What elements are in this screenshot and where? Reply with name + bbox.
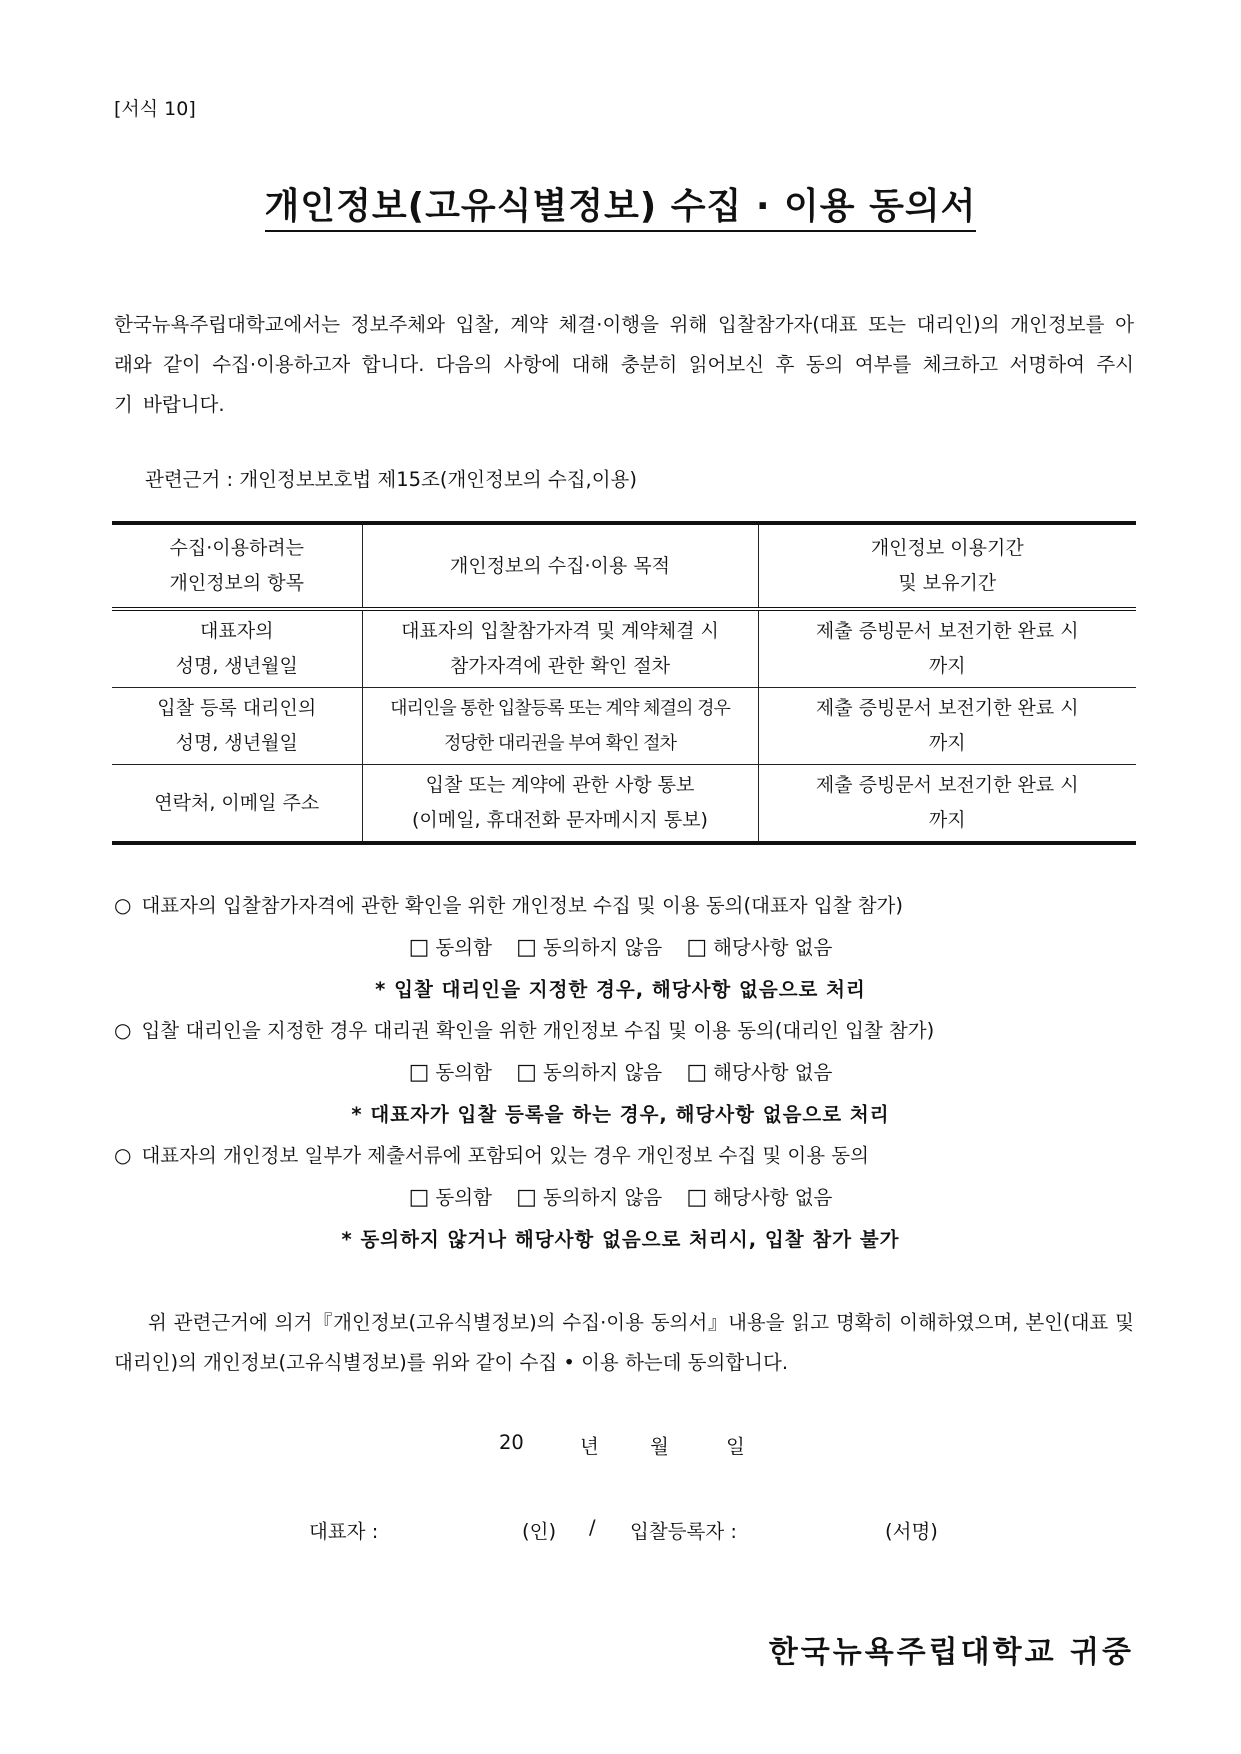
cell-line: (이메일, 휴대전화 문자메시지 통보)	[412, 809, 708, 831]
row-purpose-cell	[362, 688, 758, 765]
cell-line: 대표자의 입찰참가자격 및 계약체결 시	[401, 620, 719, 642]
cell-line: 제출 증빙문서 보전기한 완료 시	[815, 697, 1079, 719]
checkbox-not-applicable[interactable]: □	[686, 1060, 708, 1085]
header-purpose	[362, 523, 758, 609]
date-prefix: 20	[499, 1431, 524, 1454]
closing-statement: 위 관련근거에 의거『개인정보(고유식별정보)의 수집·이용 동의서』내용을 읽고 명확히 이해하였으며, 본인(대표 및 대리인)의 개인정보(고유식별정보)를 위와 같이 수집 • 이용 하는데 동의합니다.	[114, 1311, 1134, 1374]
cell-line: 성명, 생년월일	[175, 732, 298, 754]
cell-line: 까지	[928, 809, 966, 831]
cell-line: 연락처, 이메일 주소	[154, 791, 320, 814]
header-items	[112, 523, 362, 609]
consent-question-3	[114, 1140, 869, 1168]
option-disagree-label: 동의하지 않음	[542, 936, 663, 959]
checkbox-disagree[interactable]: □	[516, 935, 537, 960]
cell-line: 제출 증빙문서 보전기한 완료 시	[815, 774, 1079, 796]
option-disagree-label: 동의하지 않음	[542, 1186, 663, 1209]
checkbox-disagree[interactable]: □	[516, 1185, 537, 1210]
checkbox-not-applicable[interactable]: □	[686, 1185, 708, 1210]
consent-question-1	[114, 890, 903, 918]
cell-line: 입찰 등록 대리인의	[157, 697, 317, 719]
option-disagree-label: 동의하지 않음	[542, 1061, 663, 1084]
consent-options-3	[0, 1182, 1241, 1210]
date-year-label: 년	[580, 1435, 599, 1458]
intro-paragraph: 한국뉴욕주립대학교에서는 정보주체와 입찰, 계약 체결·이행을 위해 입찰참가자(대표 또는 대리인)의 개인정보를 아래와 같이 수집·이용하고자 합니다. 다음의 사항에 대해 충분히 읽어보신 후 동의 여부를 체크하고 서명하여 주시기 바랍니다.	[114, 313, 1134, 416]
header-items-line1: 수집·이용하려는	[169, 537, 305, 559]
circle-bullet-icon: ○	[114, 893, 132, 917]
row-item-cell	[112, 688, 362, 765]
cell-line: 입찰 또는 계약에 관한 사항 통보	[425, 774, 695, 796]
circle-bullet-icon: ○	[114, 1018, 132, 1042]
cell-line: 까지	[928, 655, 966, 677]
consent-question-text: 대표자의 입찰참가자격에 관한 확인을 위한 개인정보 수집 및 이용 동의(대표자 입찰 참가)	[141, 894, 903, 917]
cell-line: 제출 증빙문서 보전기한 완료 시	[815, 620, 1079, 642]
signature-mark[interactable]: (서명)	[885, 1520, 938, 1543]
row-item-cell	[112, 765, 362, 844]
header-period-line2: 및 보유기간	[898, 572, 997, 594]
row-period-cell	[758, 688, 1136, 765]
document-title	[0, 178, 1241, 229]
option-agree-label: 동의함	[435, 1186, 492, 1209]
legal-basis: 관련근거 : 개인정보보호법 제15조(개인정보의 수집,이용)	[145, 468, 638, 491]
option-agree-label: 동의함	[435, 1061, 492, 1084]
signature-separator: /	[589, 1516, 596, 1539]
header-period-line1: 개인정보 이용기간	[870, 537, 1024, 559]
personal-info-table	[112, 521, 1136, 845]
cell-line: 대리인을 통한 입찰등록 또는 계약 체결의 경우	[390, 698, 730, 719]
header-purpose-line1: 개인정보의 수집·이용 목적	[449, 554, 670, 577]
row-period-cell	[758, 609, 1136, 688]
document-title-text: 개인정보(고유식별정보) 수집 · 이용 동의서	[265, 186, 977, 232]
form-number: [서식 10]	[114, 98, 196, 120]
table-header-row	[112, 523, 1136, 609]
option-na-label: 해당사항 없음	[713, 1186, 833, 1209]
row-purpose-cell	[362, 609, 758, 688]
checkbox-agree[interactable]: □	[408, 935, 430, 960]
row-purpose-cell	[362, 765, 758, 844]
header-period	[758, 523, 1136, 609]
representative-label: 대표자 :	[309, 1520, 379, 1543]
table-row	[112, 765, 1136, 844]
table-row	[112, 609, 1136, 688]
header-items-line2: 개인정보의 항목	[169, 572, 305, 594]
consent-question-2	[114, 1015, 934, 1043]
cell-line: 정당한 대리권을 부여 확인 절차	[444, 733, 676, 754]
table-row	[112, 688, 1136, 765]
cell-line: 성명, 생년월일	[175, 655, 298, 677]
checkbox-disagree[interactable]: □	[516, 1060, 537, 1085]
addressee-footer: 한국뉴욕주립대학교 귀중	[768, 1635, 1134, 1670]
consent-note-3: * 동의하지 않거나 해당사항 없음으로 처리시, 입찰 참가 불가	[341, 1228, 900, 1251]
option-na-label: 해당사항 없음	[713, 1061, 833, 1084]
consent-options-1	[0, 932, 1241, 960]
date-day-label: 일	[726, 1435, 745, 1458]
consent-note-2: * 대표자가 입찰 등록을 하는 경우, 해당사항 없음으로 처리	[351, 1103, 890, 1126]
option-na-label: 해당사항 없음	[713, 936, 833, 959]
cell-line: 참가자격에 관한 확인 절차	[449, 655, 670, 677]
consent-note-1: * 입찰 대리인을 지정한 경우, 해당사항 없음으로 처리	[375, 978, 866, 1001]
checkbox-agree[interactable]: □	[408, 1185, 430, 1210]
seal-mark[interactable]: (인)	[522, 1520, 557, 1543]
option-agree-label: 동의함	[435, 936, 492, 959]
consent-question-text: 입찰 대리인을 지정한 경우 대리권 확인을 위한 개인정보 수집 및 이용 동의(대리인 입찰 참가)	[141, 1019, 935, 1042]
checkbox-not-applicable[interactable]: □	[686, 935, 708, 960]
consent-question-text: 대표자의 개인정보 일부가 제출서류에 포함되어 있는 경우 개인정보 수집 및 이용 동의	[141, 1144, 869, 1167]
consent-options-2	[0, 1057, 1241, 1085]
row-item-cell	[112, 609, 362, 688]
row-period-cell	[758, 765, 1136, 844]
cell-line: 까지	[928, 732, 966, 754]
circle-bullet-icon: ○	[114, 1143, 132, 1167]
date-month-label: 월	[650, 1435, 669, 1458]
registrant-label: 입찰등록자 :	[630, 1520, 737, 1543]
checkbox-agree[interactable]: □	[408, 1060, 430, 1085]
cell-line: 대표자의	[200, 620, 274, 642]
